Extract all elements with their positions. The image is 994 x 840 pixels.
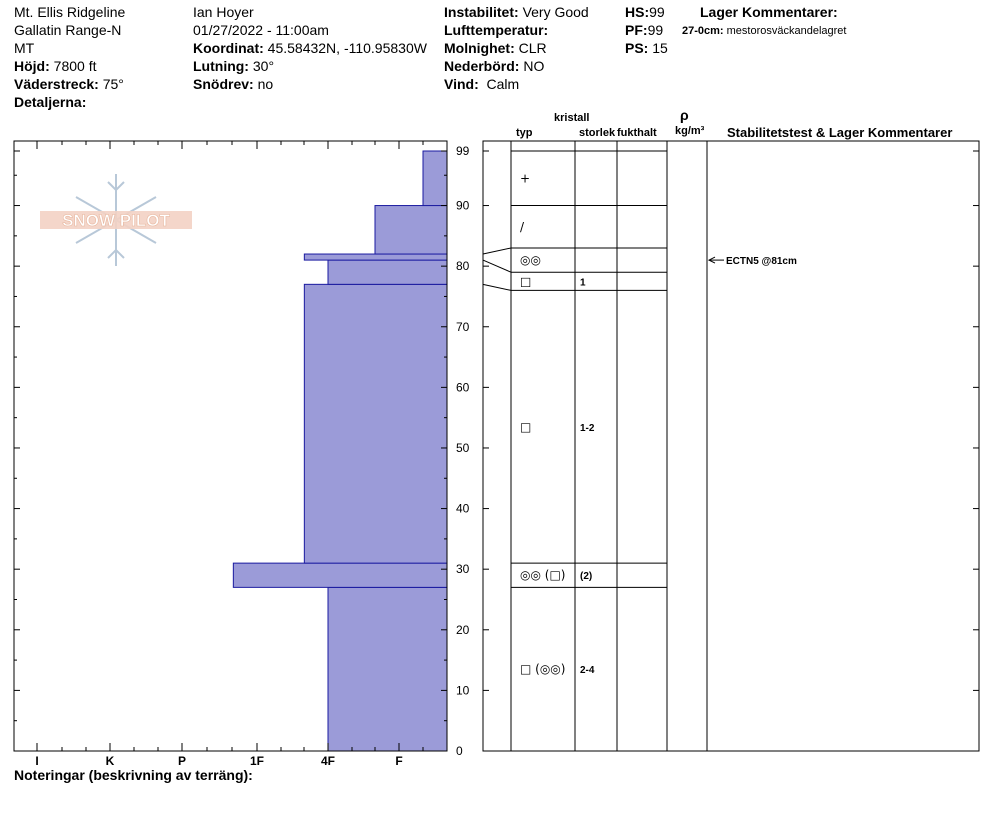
aspect-label: Väderstreck: [14, 76, 99, 92]
y-tick-label: 90 [456, 198, 470, 213]
layer-type: / [520, 219, 525, 234]
slope-value: 30° [252, 58, 275, 74]
layer-type: + [520, 171, 531, 186]
hardness-bar [328, 587, 447, 751]
ps-label: PS: [625, 40, 649, 56]
slope-label: Lutning: [193, 58, 249, 74]
elevation-label: Höjd: [14, 58, 50, 74]
layer-connector [483, 284, 511, 290]
layer-comments-label: Lager Kommentarer: [700, 4, 838, 20]
col-rho: ρ [680, 107, 689, 123]
layer-comment-text: mestorosväckandelagret [726, 25, 847, 37]
hardness-bar [304, 284, 447, 563]
y-tick-label: 60 [456, 380, 470, 395]
logo-text: SNOW PILOT [62, 211, 170, 230]
stability-label: Instabilitet: [444, 4, 519, 20]
precip-label: Nederbörd: [444, 58, 520, 74]
details-label: Detaljerna: [14, 94, 87, 110]
col-size: storlek [579, 127, 616, 139]
y-tick-label: 70 [456, 319, 470, 334]
y-tick-label: 30 [456, 562, 470, 577]
y-tick-label: 40 [456, 501, 470, 516]
col-type: typ [516, 127, 533, 139]
state: MT [14, 40, 35, 56]
layer-type: □ [520, 419, 532, 434]
hardness-bar [304, 254, 447, 260]
elevation-value: 7800 ft [53, 58, 97, 74]
col-moisture: fukthalt [617, 127, 657, 139]
layer-type: □ [520, 274, 532, 289]
air-temp-label: Lufttemperatur: [444, 22, 549, 38]
x-tick-label: I [35, 754, 39, 768]
hs-label: HS: [625, 4, 650, 20]
coord-value: 45.58432N, -110.95830W [267, 40, 427, 56]
wind-loading-value: no [257, 76, 274, 92]
stability-value: Very Good [522, 4, 589, 20]
sky-label: Molnighet: [444, 40, 515, 56]
layer-connector [483, 248, 511, 254]
col-crystal: kristall [554, 112, 590, 124]
hardness-bar [423, 151, 447, 206]
layer-size: 1 [580, 277, 586, 289]
col-stability: Stabilitetstest & Lager Kommentarer [727, 125, 953, 140]
location: Mt. Ellis Ridgeline [14, 4, 126, 20]
layer-table-frame [483, 141, 979, 751]
wind-value: Calm [486, 76, 520, 92]
y-tick-label: 20 [456, 622, 470, 637]
layer-size: 1-2 [580, 422, 595, 434]
wind-label: Vind: [444, 76, 479, 92]
hardness-bar [375, 206, 447, 254]
pf-value: 99 [647, 22, 664, 38]
layer-comment-depth: 27-0cm: [682, 25, 724, 37]
x-tick-label: F [395, 754, 403, 768]
col-density-unit: kg/m³ [675, 125, 705, 137]
test-label: ECTN5 @81cm [726, 256, 797, 268]
pf-label: PF: [625, 22, 648, 38]
x-tick-label: K [105, 754, 115, 768]
hardness-bar [328, 260, 447, 284]
layer-type: ◎◎ [520, 253, 541, 268]
layer-type: ◎◎ (□) [520, 568, 566, 583]
notes-label: Noteringar (beskrivning av terräng): [14, 767, 253, 783]
precip-value: NO [523, 58, 545, 74]
y-tick-label: 10 [456, 683, 470, 698]
layer-type: □ (◎◎) [520, 662, 566, 677]
coord-label: Koordinat: [193, 40, 264, 56]
sky-value: CLR [518, 40, 547, 56]
x-tick-label: P [177, 754, 187, 768]
hardness-bar [233, 563, 447, 587]
range: Gallatin Range-N [14, 22, 122, 38]
y-tick-label: 99 [456, 144, 470, 158]
ps-value: 15 [652, 40, 668, 56]
datetime: 01/27/2022 - 11:00am [193, 22, 329, 38]
observer: Ian Hoyer [193, 4, 254, 20]
y-tick-label: 80 [456, 259, 470, 274]
layer-size: (2) [580, 571, 593, 583]
y-tick-label: 0 [456, 744, 463, 758]
x-tick-label: 4F [320, 754, 336, 768]
aspect-value: 75° [102, 76, 124, 92]
y-tick-label: 50 [456, 440, 470, 455]
layer-size: 2-4 [580, 665, 595, 677]
hs-value: 99 [649, 4, 665, 20]
snowpilot-logo [40, 174, 192, 266]
wind-loading-label: Snödrev: [193, 76, 254, 92]
x-tick-label: 1F [249, 754, 265, 768]
